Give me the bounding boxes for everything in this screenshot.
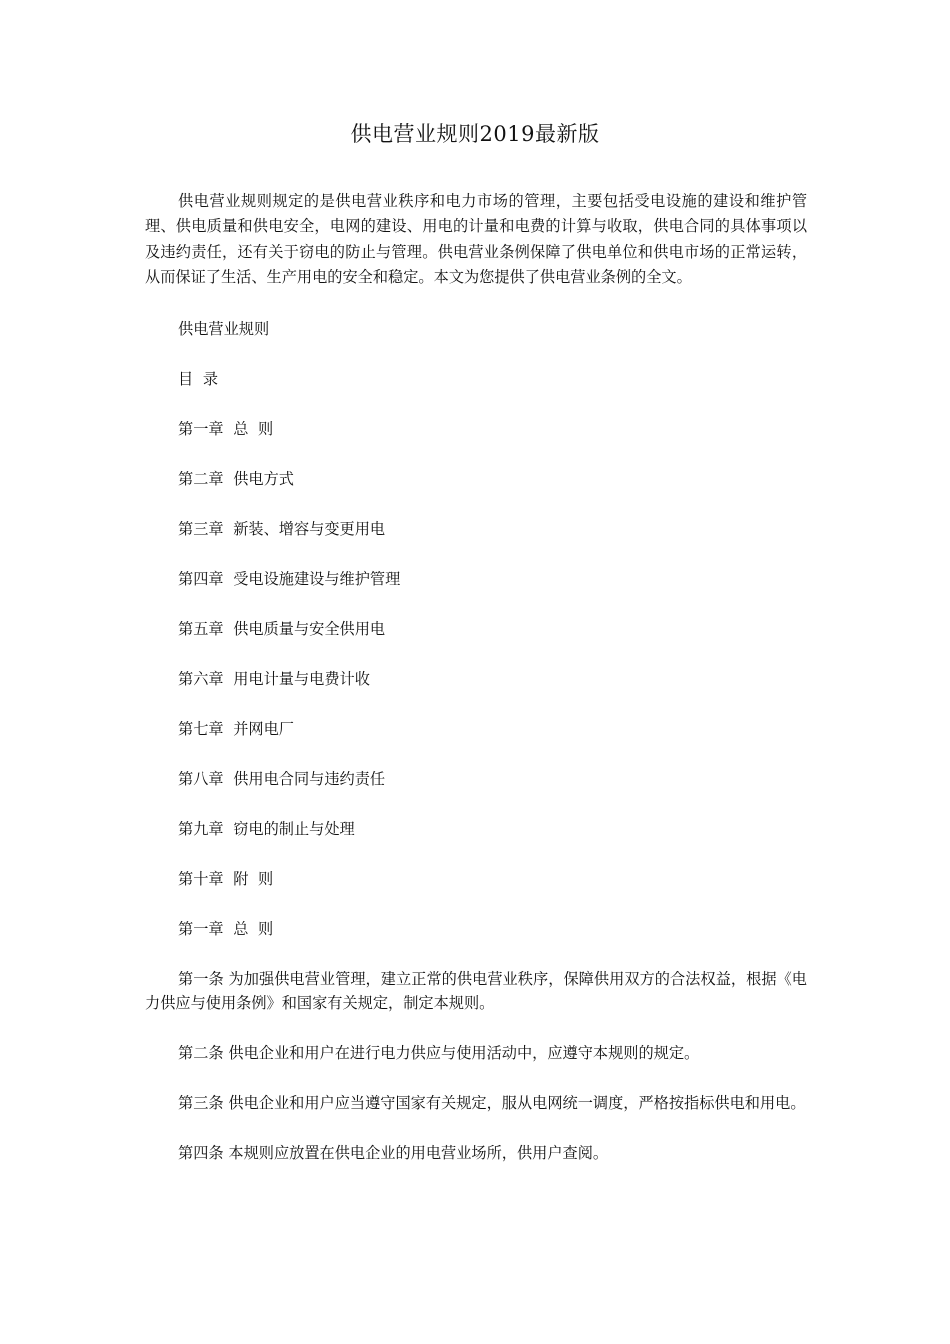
chapter-heading: 第一章 总 则 [178, 919, 274, 938]
toc-item: 第八章 供用电合同与违约责任 [178, 769, 386, 788]
toc-item: 第二章 供电方式 [178, 469, 294, 488]
intro-paragraph: 供电营业规则规定的是供电营业秩序和电力市场的管理，主要包括受电设施的建设和维护管理、供电质量和供电安全，电网的建设、用电的计量和电费的计算与收取，供电合同的具体事项以及违约责任，还有关于窃电的防止与管理。供电营业条例保障了供电单位和供电市场的正常运转，从而保证了生活、生产用电的安全和稳定。本文为您提供了供电营业条例的全文。 [145, 192, 807, 287]
articles [145, 967, 807, 1165]
article-paragraph: 第四条 本规则应放置在供电企业的用电营业场所，供用户查阅。 [178, 1143, 609, 1162]
table-of-contents [145, 417, 807, 917]
document-title: 供电营业规则2019最新版 [350, 122, 600, 146]
article-paragraph: 第三条 供电企业和用户应当遵守国家有关规定，服从电网统一调度，严格按指标供电和用电。 [178, 1093, 806, 1112]
toc-item: 第一章 总 则 [178, 419, 274, 438]
toc-item: 第十章 附 则 [178, 869, 274, 888]
toc-heading: 目 录 [178, 369, 219, 388]
toc-item: 第七章 并网电厂 [178, 719, 294, 738]
document-body [145, 189, 807, 1165]
toc-item: 第三章 新装、增容与变更用电 [178, 519, 386, 538]
toc-item: 第四章 受电设施建设与维护管理 [178, 569, 401, 588]
toc-item: 第九章 窃电的制止与处理 [178, 819, 355, 838]
article-paragraph: 第二条 供电企业和用户在进行电力供应与使用活动中，应遵守本规则的规定。 [178, 1043, 700, 1062]
toc-item: 第五章 供电质量与安全供用电 [178, 619, 386, 638]
toc-item: 第六章 用电计量与电费计收 [178, 669, 370, 688]
article-paragraph: 第一条 为加强供电营业管理，建立正常的供电营业秩序，保障供用双方的合法权益，根据《电力供应与使用条例》和国家有关规定，制定本规则。 [145, 969, 807, 1012]
doc-name: 供电营业规则 [178, 319, 270, 338]
